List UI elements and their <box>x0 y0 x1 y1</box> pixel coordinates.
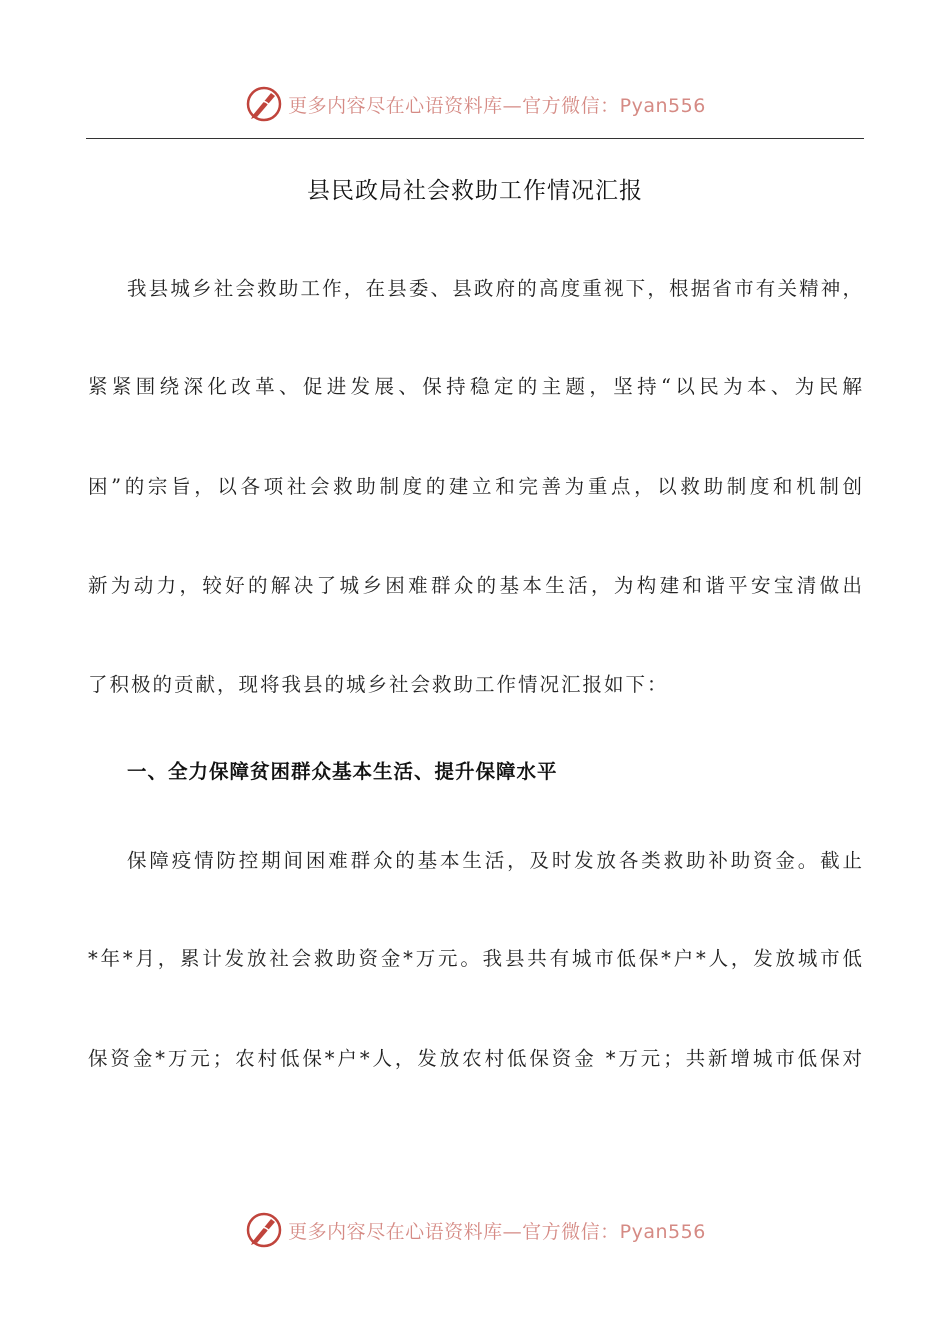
pen-logo-icon <box>244 84 284 124</box>
pen-logo-icon <box>244 1210 284 1250</box>
paragraph-line: 新为动力，较好的解决了城乡困难群众的基本生活，为构建和谐平安宝清做出 <box>88 574 864 597</box>
paragraph-line: 了积极的贡献，现将我县的城乡社会救助工作情况汇报如下： <box>88 673 669 696</box>
paragraph-line: *年*月，累计发放社会救助资金*万元。我县共有城市低保*户*人，发放城市低 <box>88 947 864 970</box>
header-divider <box>86 138 864 139</box>
header-watermark <box>0 82 950 126</box>
paragraph-line: 我县城乡社会救助工作，在县委、县政府的高度重视下，根据省市有关精神， <box>127 277 864 300</box>
paragraph-line: 困”的宗旨，以各项社会救助制度的建立和完善为重点，以救助制度和机制创 <box>88 475 864 498</box>
section-heading: 一、全力保障贫困群众基本生活、提升保障水平 <box>127 760 558 783</box>
paragraph-line: 保障疫情防控期间困难群众的基本生活，及时发放各类救助补助资金。截止 <box>127 849 864 872</box>
watermark-text: 更多内容尽在心语资料库—官方微信：Pyan556 <box>288 94 706 117</box>
watermark-text: 更多内容尽在心语资料库—官方微信：Pyan556 <box>288 1220 706 1243</box>
document-title: 县民政局社会救助工作情况汇报 <box>307 178 643 204</box>
footer-watermark <box>0 1208 950 1252</box>
paragraph-line: 保资金*万元；农村低保*户*人，发放农村低保资金 *万元；共新增城市低保对 <box>88 1047 864 1070</box>
paragraph-line: 紧紧围绕深化改革、促进发展、保持稳定的主题，坚持“以民为本、为民解 <box>88 375 864 398</box>
